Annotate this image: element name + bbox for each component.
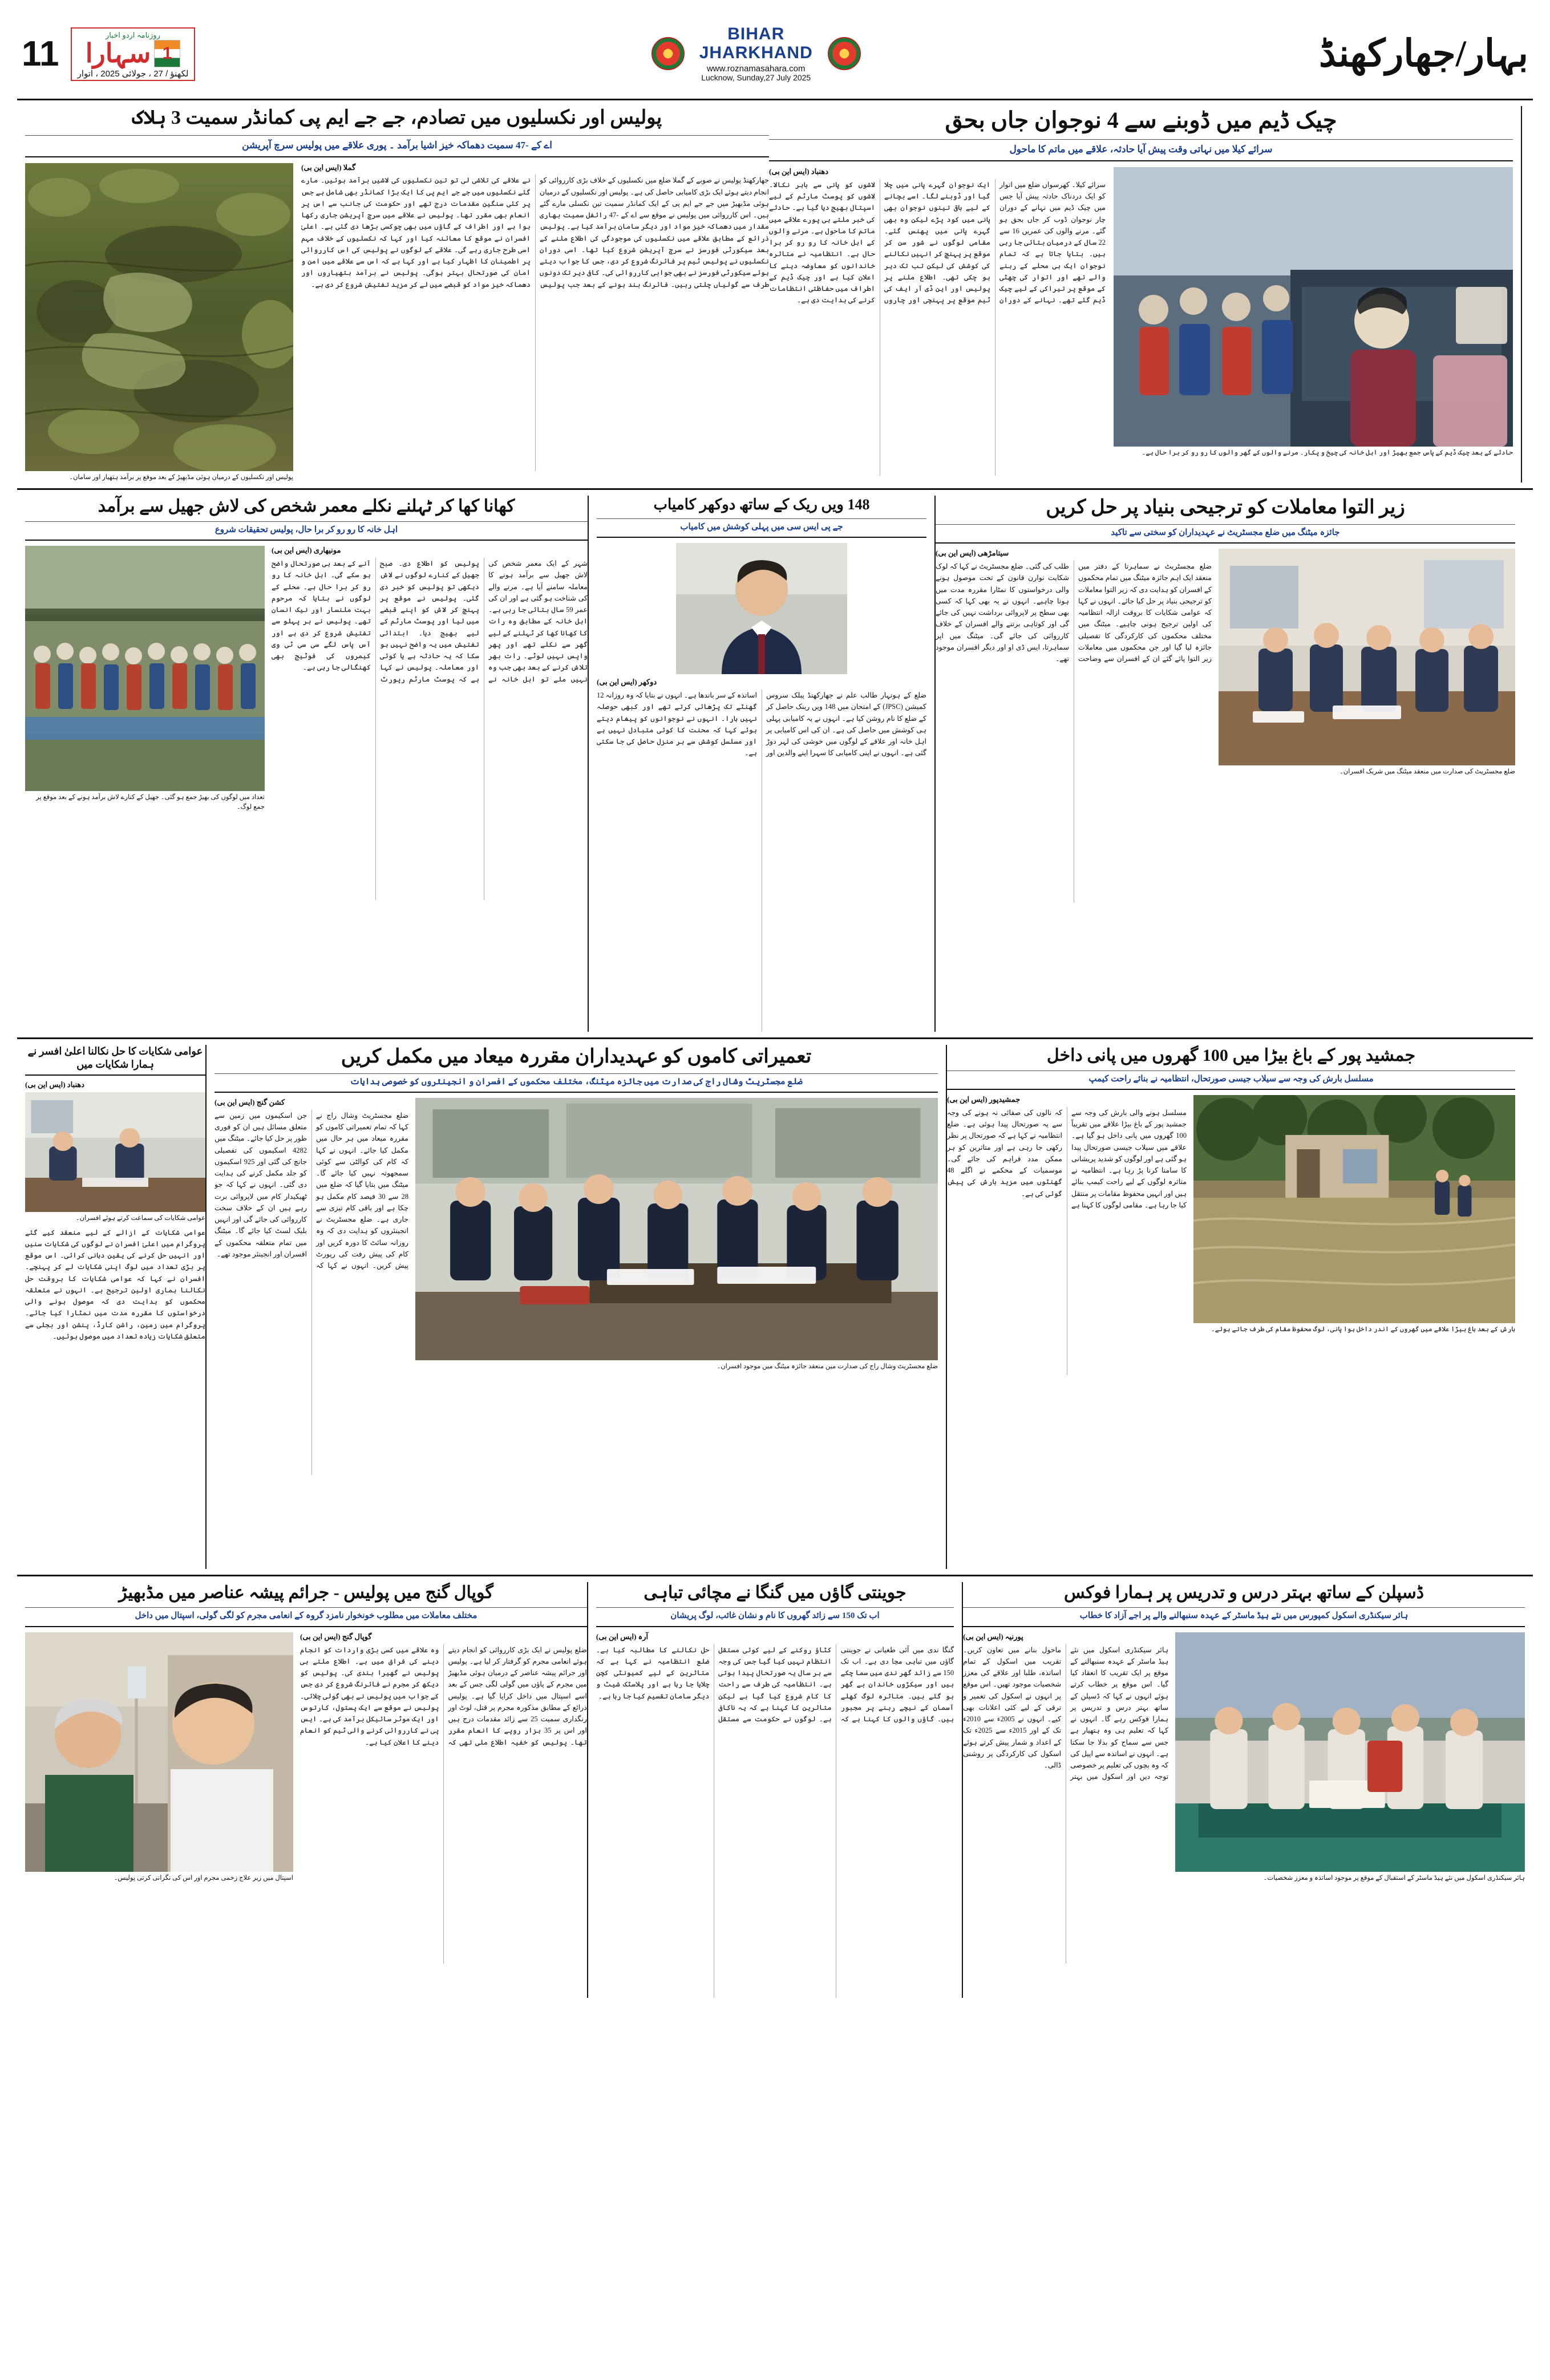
edition-title-bihar: BIHAR [727,25,785,44]
a3-byline: مونیھاری (ایس این بی) [272,546,341,555]
a1-rule [25,135,769,136]
a6-subhead: ضلع مجسٹریٹ وشال راج کی صدارت میں جائزہ میٹنگ، مختلف محکموں کے افسران و انجینئروں کو خصوصی ہدایات [350,1077,803,1086]
a10-subhead: ہائر سیکنڈری اسکول کمپورس میں نئے ہیڈ ماسٹر کے عہدہ سنبھالنے والے پر اجے آزاد کا خطاب [1079,1611,1409,1621]
page-number: 11 [22,34,59,74]
a6-rule2 [215,1092,938,1093]
a9-rule2 [596,1626,954,1627]
logo-flag-icon: 1 [154,40,180,67]
a3-headline: کھانا کھا کر ٹہلنے نکلے معمر شخص کی لاش جھیل سے برآمد [98,497,515,516]
a3-rule2 [25,540,588,541]
a11-headline: عوامی شکایات کا حل نکالنا اعلیٰ افسر نے ہمارا شکایات میں [27,1045,203,1070]
masthead-center [195,25,1317,82]
a3-body: شہر کے ایک معمر شخص کی لاش جھیل سے برآمد ہونے کا معاملہ سامنے آیا ہے۔ مرنے والے کی شناخت ہو گئی ہے اور ان کی عمر 59 سال بتائی جا رہی ہے۔ اہل خانہ کے مطابق وہ رات کا کھانا کھا کر ٹہلنے کے لیے گھر سے نکلے تھے اور پھر واپس نہیں لوٹے۔ رات بھر تلاش کرنے کے بعد بھی جب وہ نہیں ملے تو اہل خانہ نے پولیس کو اطلاع دی۔ صبح جھیل کے کنارے لوگوں نے لاش دیکھی تو پولیس کو خبر دی گئی۔ پولیس نے موقع پر پہنچ کر لاش کو اپنے قبضے میں لیا اور پوسٹ مارٹم کے لیے بھیج دیا۔ ابتدائی تفتیش میں یہ واضح نہیں ہو سکا کہ یہ حادثہ ہے یا کوئی اور معاملہ۔ پولیس نے کہا ہے کہ پوسٹ مارٹم رپورٹ آنے کے بعد ہی صورتحال واضح ہو سکے گی۔ اہل خانہ کا رو رو کر برا حال ہے۔ محلے کے لوگوں نے بتایا کہ مرحوم بہت ملنسار اور نیک انسان تھے۔ پولیس نے ہر پہلو سے تفتیش شروع کر دی ہے اور آس پاس لگے سی سی ٹی وی کیمروں کی فوٹیج بھی کھنگالی جا رہی ہے۔ [272,559,588,683]
a5-byline: سیتامڑھی (ایس این بی) [936,549,1009,558]
a1-rule2 [25,156,769,157]
a8-byline: گوپال گنج (ایس این بی) [300,1632,372,1641]
a1-headline: پولیس اور نکسلیوں میں تصادم، جے جے ایم پی کمانڈر سمیت 3 ہلاک [132,107,662,128]
a4-subhead: جے پی ایس سی میں پہلی کوشش میں کامیاب [680,522,843,532]
article-naxal [17,106,769,483]
masthead-left [22,27,195,81]
logo-edition-date: لکھنؤ / 27 ، جولائی 2025 ، اتوار [77,68,189,79]
a2-byline: دھنباد (ایس این بی) [769,167,829,176]
a7-rule2 [947,1089,1515,1090]
a11-photo-caption: عوامی شکایات کی سماعت کرتے ہوئے افسران۔ [75,1214,205,1222]
masthead-urdu-title: بہار/جھارکھنڈ [1319,33,1528,75]
page-content [17,106,1533,1998]
article-school-headmaster [963,1582,1533,1998]
a9-byline: آرہ (ایس این بی) [596,1632,649,1641]
band-bottom [17,1582,1533,1998]
a11-body: عوامی شکایات کے ازالے کے لیے منعقد کیے گئے پروگرام میں اعلیٰ افسران نے لوگوں کی شکایات سنیں اور انہیں حل کرنے کی یقین دہانی کرائی۔ اس موقع پر بڑی تعداد میں لوگ اپنی شکایات لے کر پہنچے۔ افسران نے کہا کہ عوامی شکایات کا بروقت حل نکالنا ہماری اولین ترجیح ہے۔ انہوں نے متعلقہ محکموں کو ہدایت دی کہ موصول ہونے والی درخواستوں کا مقررہ مدت میں نمٹارا کیا جائے۔ پروگرام میں زمین، راشن کارڈ، پنشن اور بجلی سے متعلق شکایات زیادہ تعداد میں موصول ہوئیں۔ [25,1228,205,1340]
a2-headline: چیک ڈیم میں ڈوبنے سے 4 نوجوان جاں بحق [945,107,1337,133]
a8-photo [25,1632,293,1872]
a5-headline: زیر التوا معاملات کو ترجیحی بنیاد پر حل کریں [1046,497,1405,518]
a11-rule [25,1075,205,1076]
band-middle [17,496,1533,1032]
a2-rule [769,139,1513,140]
a11-byline: دھنباد (ایس این بی) [25,1080,85,1089]
a1-body: جھارکھنڈ پولیس نے صوبے کے گملا ضلع میں نکسلیوں کے خلاف بڑی کارروائی کو انجام دیتے ہوئے ایک بڑی کامیابی حاصل کی ہے۔ پولیس اور نکسلیوں کے درمیان ہوئی مڈبھیڑ میں جے جے ایم پی کے ایک کمانڈر سمیت تین نکسلی مارے گئے ہیں۔ اس کارروائی میں پولیس نے موقع سے اے کے -47 رائفل سمیت بھاری مقدار میں دھماکہ خیز مواد اور دیگر سامان برآمد کیا ہے۔ پولیس ذرائع کے مطابق علاقے میں نکسلیوں کی موجودگی کی اطلاع ملنے کے بعد سیکورٹی فورسز نے سرچ آپریشن شروع کیا تھا۔ اسی دوران نکسلیوں نے پولیس ٹیم پر فائرنگ شروع کر دی، جس کا جواب دیتے ہوئے سیکورٹی فورسز نے بھی جوابی کارروائی کی۔ کافی دیر تک دونوں طرف سے گولیاں چلتی رہیں۔ فائرنگ بند ہونے کے بعد جب پولیس نے علاقے کی تلاشی لی تو تین نکسلیوں کی لاشیں برآمد ہوئیں۔ مارے گئے نکسلیوں میں جے جے ایم پی کا ایک بڑا کمانڈر بھی شامل ہے جس پر کئی سنگین مقدمات درج تھے اور حکومت کی جانب سے اس پر انعام بھی مقرر تھا۔ پولیس نے علاقے میں سرچ آپریشن جاری رکھا ہوا ہے اور اطراف کے گاؤں میں بھی چوکسی بڑھا دی گئی ہے۔ اعلیٰ افسران نے موقع کا معائنہ کیا اور کہا کہ نکسلیوں کے خلاف مہم اسی طرح جاری رہے گی۔ علاقے کے لوگوں نے پولیس کی اس کارروائی پر اطمینان کا اظہار کیا ہے اور کہا ہے کہ اس سے علاقے میں امن و امان کی صورتحال بہتر ہوگی۔ پولیس نے برآمد ہتھیاروں اور دھماکہ خیز مواد کو قبضے میں لے کر مزید تفتیش شروع کر دی ہے۔ [301,176,769,289]
article-public-grievance [17,1045,205,1569]
logo-wordmark: سہارا [85,38,151,68]
a10-headline: ڈسپلن کے ساتھ بہتر درس و تدریس پر ہمارا فوکس [1064,1583,1424,1602]
a8-body: ضلع پولیس نے ایک بڑی کارروائی کو انجام دیتے ہوئے انعامی مجرم کو گرفتار کر لیا ہے۔ پولیس اور جرائم پیشہ عناصر کے درمیان ہوئی مڈبھیڑ میں مجرم کے پاؤں میں گولی لگی جس کے بعد اسے اسپتال میں داخل کرایا گیا ہے۔ پولیس ذرائع کے مطابق مذکورہ مجرم پر قتل، لوٹ اور رنگداری سمیت 25 سے زائد مقدمات درج ہیں اور اس پر 35 ہزار روپے کا انعام مقرر تھا۔ پولیس کو خفیہ اطلاع ملی تھی کہ وہ علاقے میں کسی بڑی واردات کو انجام دینے کی فراق میں ہے۔ اطلاع ملتے ہی پولیس نے گھیرا بندی کی۔ پولیس کو دیکھ کر مجرم نے فائرنگ شروع کر دی جس کے جواب میں پولیس نے بھی گولی چلائی۔ پولیس نے موقع سے ایک پستول، کارتوس اور ایک موٹر سائیکل برآمد کی ہے۔ ایس پی نے کارروائی کرنے والی ٹیم کو انعام دینے کا اعلان کیا ہے۔ [300,1645,587,1746]
edition-title-jharkhand: JHARKHAND [699,43,813,62]
a10-byline: پورنیہ (ایس این بی) [963,1632,1023,1641]
article-construction [205,1045,947,1569]
a7-body: مسلسل ہونے والی بارش کی وجہ سے جمشید پور کے باغ بیڑا علاقے میں تقریباً 100 گھروں میں پانی داخل ہو گیا ہے۔ علاقے میں سیلاب جیسی صورتحال پیدا ہو گئی ہے اور لوگوں کو شدید پریشانی کا سامنا کرنا پڑ رہا ہے۔ انتظامیہ نے متاثرہ لوگوں کے لیے راحت کیمپ بنائے ہیں اور انہیں محفوظ مقامات پر منتقل کیا جا رہا ہے۔ مقامی لوگوں کا کہنا ہے کہ نالوں کی صفائی نہ ہونے کی وجہ سے یہ صورتحال پیدا ہوئی ہے۔ ضلع انتظامیہ نے کہا ہے کہ صورتحال پر نظر رکھی جا رہی ہے اور متاثرین کو ہر ممکن مدد فراہم کی جائے گی۔ موسمیات کے محکمے نے اگلے 48 گھنٹوں میں مزید بارش کی پیش گوئی کی ہے۔ [947,1108,1187,1209]
a10-body: ہائر سیکنڈری اسکول میں نئے ہیڈ ماسٹر کے عہدہ سنبھالنے کے موقع پر ایک تقریب کا انعقاد کیا گیا۔ اس موقع پر خطاب کرتے ہوئے انہوں نے کہا کہ ڈسپلن کے ساتھ بہتر درس و تدریس پر ہمارا فوکس رہے گا۔ انہوں نے کہا کہ تعلیم ہی وہ ہتھیار ہے جس سے سماج کو بدلا جا سکتا ہے۔ انہوں نے اساتذہ سے اپیل کی کہ وہ بچوں کی تعلیم پر خصوصی توجہ دیں اور اسکول میں بہتر ماحول بنانے میں تعاون کریں۔ تقریب میں اسکول کے تمام اساتذہ، طلبا اور علاقے کی معزز شخصیات موجود تھیں۔ اس موقع پر انہوں نے اسکول کی تعمیر و ترقی کے لیے کئی اعلانات بھی کیے۔ انہوں نے 2005ء سے 2010ء تک کے اور 2015ء سے 2025ء تک کے اعداد و شمار پیش کرتے ہوئے اسکول کی کارکردگی پر روشنی ڈالی۔ [963,1645,1169,1781]
a9-rule [596,1607,954,1608]
a6-byline: کشن گنج (ایس این بی) [215,1098,285,1107]
a2-subhead: سرائے کیلا میں نہاتی وقت پیش آیا حادثہ، علاقے میں ماتم کا ماحول [1009,144,1273,155]
a5-body: ضلع مجسٹریٹ نے سماہرتا کے دفتر میں منعقد ایک اہم جائزہ میٹنگ میں تمام محکموں کے افسران کو ہدایت دی کہ زیر التوا معاملات کو ترجیحی بنیاد پر حل کیا جائے۔ انہوں نے کہا کہ عوامی شکایات کا بروقت ازالہ انتظامیہ کی اولین ترجیح ہونی چاہیے۔ میٹنگ میں مختلف محکموں کی کارکردگی کا تفصیلی جائزہ لیا گیا اور جن محکموں میں معاملات زیر التوا پائے گئے ان کے افسران سے وضاحت طلب کی گئی۔ ضلع مجسٹریٹ نے کہا کہ لوک شکایت نوارن قانون کے تحت موصول ہونے والی درخواستوں کا نمٹارا مقررہ مدت میں ہونا چاہیے۔ انہوں نے یہ بھی کہا کہ کسی بھی سطح پر لاپروائی برداشت نہیں کی جائے گی اور کوتاہی برتنے والے افسران کے خلاف کارروائی کی جائے گی۔ میٹنگ میں اپر سماہرتا، ایس ڈی او اور دیگر افسران موجود تھے۔ [936,562,1212,663]
a7-photo-caption: بارش کے بعد باغ بیڑا علاقے میں گھروں کے اندر داخل ہوا پانی، لوگ محفوظ مقام کی طرف جاتے ہوئے۔ [1211,1326,1515,1333]
edition-titles [699,25,813,82]
a9-headline: جوینتی گاؤں میں گنگا نے مچائی تباہی [644,1583,906,1602]
article-dm-review [936,496,1523,1032]
band3-separator [17,1575,1533,1576]
a9-body: گنگا ندی میں آئی طغیانی نے جوینتی گاؤں میں تباہی مچا دی ہے۔ اب تک 150 سے زائد گھر ندی میں سما چکے ہیں اور سیکڑوں خاندان بے گھر ہو گئے ہیں۔ متاثرہ لوگ کھلے آسمان کے نیچے رہنے پر مجبور ہیں۔ گاؤں والوں کا کہنا ہے کہ کٹاؤ روکنے کے لیے کوئی مستقل انتظام نہیں کیا گیا جس کی وجہ سے ہر سال یہ صورتحال پیدا ہوتی ہے۔ انتظامیہ کی طرف سے راحت کا کام شروع کیا گیا ہے لیکن متاثرین کا کہنا ہے کہ یہ ناکافی ہے۔ لوگوں نے حکومت سے مستقل حل نکالنے کا مطالبہ کیا ہے۔ ضلع انتظامیہ نے کہا ہے کہ متاثرین کے لیے کمیونٹی کچن چلایا جا رہا ہے اور پلاسٹک شیٹ و دیگر سامان تقسیم کیا جا رہا ہے۔ [596,1645,954,1723]
band1-separator [17,488,1533,490]
band2-separator [17,1037,1533,1039]
band-third [17,1045,1533,1569]
a8-photo-caption: اسپتال میں زیر علاج زخمی مجرم اور اس کی نگرانی کرتی پولیس۔ [114,1874,293,1882]
article-ganga-village [587,1582,963,1998]
a4-byline: دوکھر (ایس این بی) [597,678,657,687]
a1-byline: گملا (ایس این بی) [301,163,356,172]
a1-subhead: اے کے -47 سمیت دھماکہ خیز اشیا برآمد ۔ پوری علاقے میں پولیس سرچ آپریشن [242,139,552,151]
publication-logo [71,27,196,81]
a6-rule [215,1073,938,1074]
band-top [17,106,1533,483]
a4-headline: 148 ویں ریک کے ساتھ دوکھر کامیاب [653,496,870,513]
a4-body: ضلع کے ہونہار طالب علم نے جھارکھنڈ پبلک سروس کمیشن (JPSC) کے امتحان میں 148 ویں رینک حاصل کر کے ضلع کا نام روشن کیا ہے۔ انہوں نے یہ کامیابی پہلی ہی کوشش میں حاصل کی ہے۔ ان کی اس کامیابی پر اہل خانہ اور علاقے کے لوگوں میں خوشی کی لہر دوڑ گئی ہے۔ انہوں نے اپنی کامیابی کا سہرا اپنے والدین اور اساتذہ کے سر باندھا ہے۔ انہوں نے بتایا کہ وہ روزانہ 12 گھنٹے تک پڑھائی کرتے تھے اور کبھی حوصلہ نہیں ہارا۔ انہوں نے نوجوانوں کو پیغام دیتے ہوئے کہا کہ محنت کا کوئی متبادل نہیں ہے اور مسلسل کوشش سے ہر منزل حاصل کی جا سکتی ہے۔ [597,691,926,757]
logo-main [86,40,181,67]
masthead [17,15,1533,100]
edition-datestamp: Lucknow, Sunday,27 July 2025 [701,73,811,83]
rosette-icon-right [828,37,861,70]
a5-subhead: جائزہ میٹنگ میں ضلع مجسٹریٹ نے عہدیداران کو سختی سے تاکید [1111,528,1340,537]
article-lake-body [17,496,588,1032]
a7-headline: جمشید پور کے باغ بیڑا میں 100 گھروں میں پانی داخل [1046,1046,1416,1065]
website-url: www.roznamasahara.com [706,64,806,74]
a9-subhead: اب تک 150 سے زائد گھروں کا نام و نشان غائب، لوگ پریشان [670,1611,880,1621]
a6-photo-caption: ضلع مجسٹریٹ وشال راج کی صدارت میں منعقد جائزہ میٹنگ میں موجود افسران۔ [717,1363,938,1371]
article-gopalganj [17,1582,587,1998]
a4-rule2 [597,537,926,538]
a6-body: ضلع مجسٹریٹ وشال راج نے کہا کہ تمام تعمیراتی کاموں کو مقررہ میعاد میں ہر حال میں مکمل کیا جائے۔ انہوں نے کہا کہ کام کی کوالٹی سے کوئی سمجھوتہ نہیں کیا جائے گا۔ میٹنگ میں بتایا گیا کہ ضلع میں 28 سے 30 فیصد کام مکمل ہو چکا ہے اور باقی کام تیزی سے جاری ہے۔ ضلع مجسٹریٹ نے انجینئروں کو ہدایت دی کہ وہ روزانہ سائٹ کا دورہ کریں اور کام کی پیش رفت کی رپورٹ پیش کریں۔ انہوں نے کہا کہ جن اسکیموں میں زمین سے متعلق مسائل ہیں ان کو فوری طور پر حل کیا جائے۔ میٹنگ میں 4282 اسکیموں کی تفصیلی جانچ کی گئی اور 925 اسکیموں کو جلد مکمل کرنے کی ہدایت دی گئی۔ انہوں نے کہا کہ جو ٹھیکیدار کام میں لاپروائی برت رہے ہیں ان کے خلاف سخت کارروائی کی جائے گی اور انہیں بلیک لسٹ کیا جائے گا۔ میٹنگ میں تمام متعلقہ محکموں کے افسران اور انجینئر موجود تھے۔ [215,1111,408,1270]
a2-photo-caption: حادثے کے بعد چیک ڈیم کے پاس جمع بھیڑ اور اہل خانہ کی چیخ و پکار۔ مرنے والوں کے گھر والوں کا رو رو کر برا حال ہے۔ [1142,449,1513,457]
a10-rule [963,1607,1525,1608]
a5-photo-caption: ضلع مجسٹریٹ کی صدارت میں منعقد میٹنگ میں شریک افسران۔ [1339,768,1515,776]
rosette-icon-left [651,37,685,70]
a4-rule [597,518,926,519]
logo-tagline: روزنامہ اردو اخبار [106,30,160,39]
a6-headline: تعمیراتی کاموں کو عہدیداران مقررہ میعاد میں مکمل کریں [341,1046,812,1068]
a5-rule2 [936,542,1515,544]
a8-rule [25,1607,587,1608]
a5-photo [1219,549,1515,765]
article-checkdam [769,106,1522,483]
a3-photo [25,546,265,791]
a10-photo-caption: ہائر سیکنڈری اسکول میں نئے ہیڈ ماسٹر کے استقبال کے موقع پر موجود اساتذہ و معزز شخصیات۔ [1263,1874,1525,1882]
article-flood-jamshedpur [947,1045,1523,1569]
a1-photo [25,163,293,471]
a8-headline: گوپال گنج میں پولیس - جرائم پیشہ عناصر میں مڈبھیڑ [119,1583,493,1602]
a3-rule [25,521,588,522]
a10-rule2 [963,1626,1525,1627]
a3-photo-caption: تعداد میں لوگوں کی بھیڑ جمع ہو گئی۔ جھیل کے کنارے لاش برآمد ہونے کے بعد موقع پر جمع لوگ۔ [36,794,265,810]
a6-photo [415,1098,938,1360]
a2-rule2 [769,160,1513,161]
a11-photo [25,1092,205,1212]
a3-subhead: اہل خانہ کا رو رو کر برا حال، پولیس تحقیقات شروع [215,525,398,534]
a7-byline: جمشیدپور (ایس این بی) [947,1095,1021,1104]
a2-body: سرائے کیلا۔ کھرسواں ضلع میں اتوار کو ایک دردناک حادثہ پیش آیا جس میں چیک ڈیم میں نہانے کے دوران چار نوجوان ڈوب کر جاں بحق ہو گئے۔ مرنے والوں کی عمریں 16 سے 22 سال کے درمیان بتائی جا رہی ہیں۔ بتایا جاتا ہے کہ تمام نوجوان ایک ہی محلے کے رہنے والے تھے اور اتوار کی چھٹی کے موقع پر تیراکی کے لیے چیک ڈیم گئے تھے۔ نہانے کے دوران ایک نوجوان گہرے پانی میں چلا گیا اور ڈوبنے لگا۔ اسے بچانے کے لیے باقی تینوں نوجوان بھی پانی میں کود پڑے لیکن وہ بھی گہرے پانی میں پھنس گئے۔ مقامی لوگوں نے شور سن کر موقع پر پہنچ کر انہیں نکالنے کی کوشش کی لیکن تب تک دیر ہو چکی تھی۔ اطلاع ملنے پر پولیس اور این ڈی آر ایف کی ٹیم موقع پر پہنچی اور چاروں لاشوں کو پانی سے باہر نکالا۔ لاشوں کو پوسٹ مارٹم کے لیے اسپتال بھیج دیا گیا ہے۔ حادثے کی خبر ملتے ہی پورے علاقے میں ماتم کا ماحول ہے۔ مرنے والوں کے اہل خانہ کا رو رو کر برا حال ہے۔ انتظامیہ نے متاثرہ خاندانوں کو معاوضہ دینے کا اعلان کیا ہے اور چیک ڈیم کے اطراف میں حفاظتی انتظامات کرنے کی ہدایت دی ہے۔ [769,180,1106,305]
a7-subhead: مسلسل بارش کی وجہ سے سیلاب جیسی صورتحال، انتظامیہ نے بنائے راحت کیمپ [1088,1074,1374,1084]
a10-photo [1175,1632,1525,1872]
a5-rule [936,524,1515,525]
article-jpsc [588,496,936,1032]
a8-subhead: مختلف معاملات میں مطلوب خونخوار نامزد گروہ کے انعامی مجرم کو لگی گولی، اسپتال میں داخل [135,1611,477,1621]
a1-photo-caption: پولیس اور نکسلیوں کے درمیان ہوئی مڈبھیڑ کے بعد موقع پر برآمد ہتھیار اور سامان۔ [69,474,293,481]
a7-photo [1193,1095,1515,1323]
a2-photo [1114,167,1513,447]
a8-rule2 [25,1626,587,1627]
a4-photo [676,543,847,674]
